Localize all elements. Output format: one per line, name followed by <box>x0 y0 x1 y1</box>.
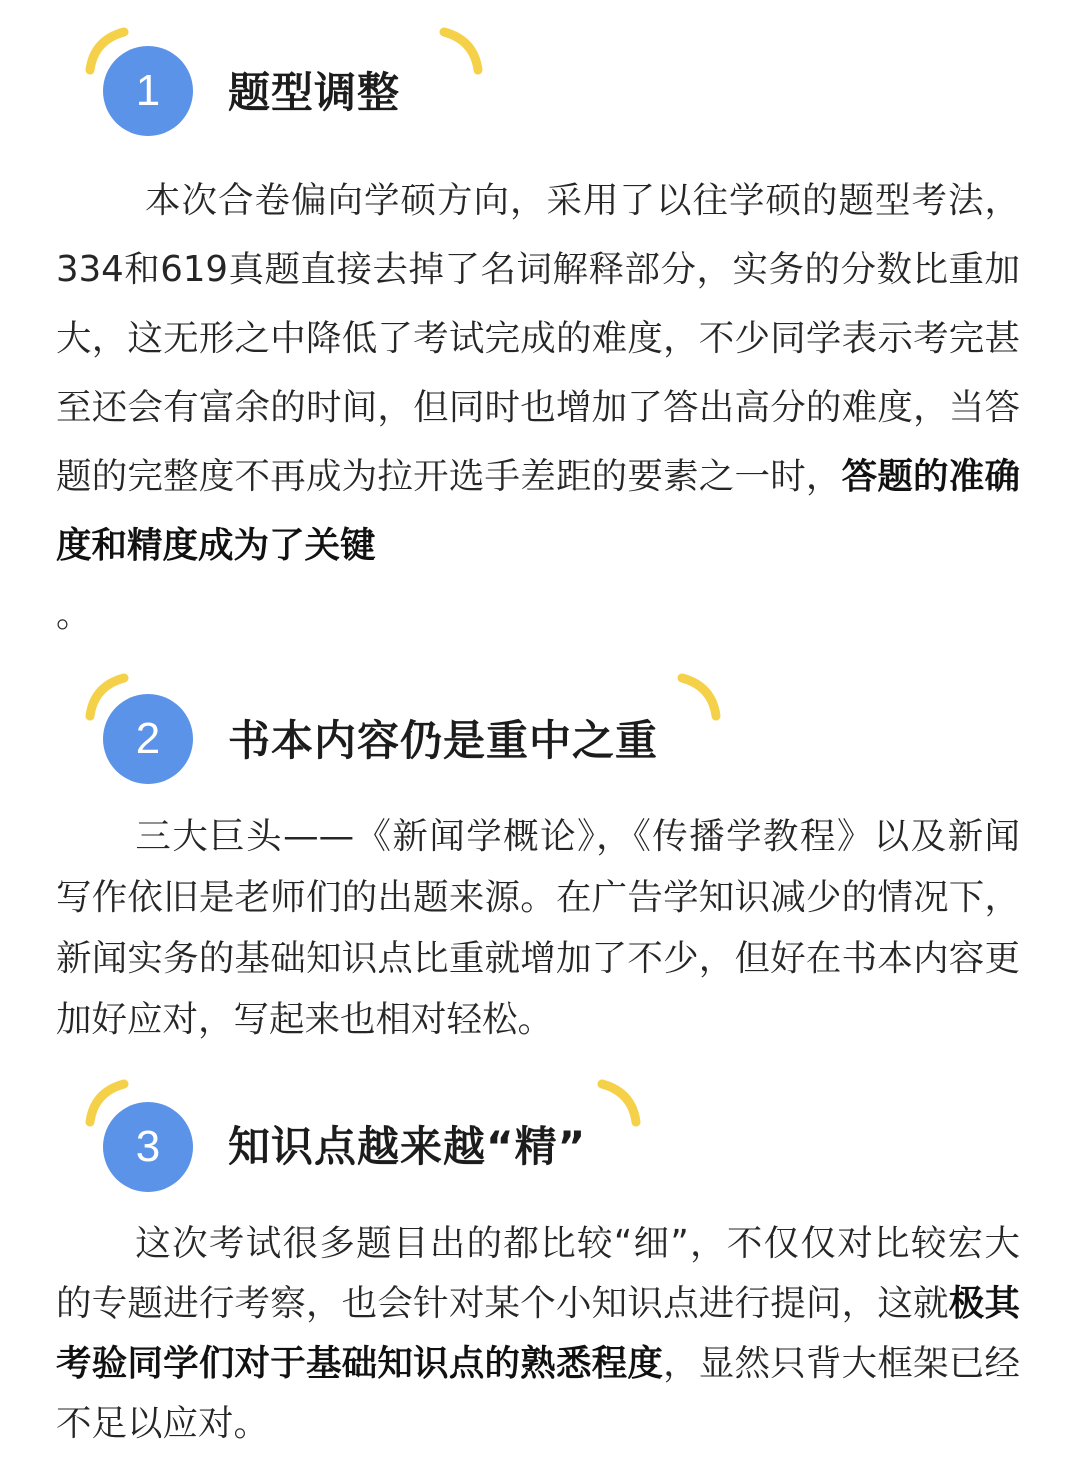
paragraph-text: 三大巨头——《新闻学概论》，《传播学教程》以及新闻写作依旧是老师们的出题来源。在广告学知识减少的情况下，新闻实务的基础知识点比重就增加了不少，但好在书本内容更加好应对，写起来也相对轻松。 <box>56 816 1020 1040</box>
section-1-heading <box>0 20 1080 160</box>
paragraph-tail-text: 。 <box>56 594 92 635</box>
section-paragraph <box>56 1214 1020 1454</box>
section-title: 题型调整 <box>228 68 401 117</box>
section-2 <box>0 666 1080 1040</box>
right-arc-decoration <box>664 672 724 732</box>
paragraph-bold-text: 极其考验同学们对于基础知识点的熟悉程度 <box>56 1283 1020 1384</box>
section-3 <box>0 1072 1080 1444</box>
right-arc-decoration <box>584 1078 644 1138</box>
paragraph-tail-text: ，显然只背大框架已经不足以应对。 <box>56 1343 1020 1444</box>
section-title: 知识点越来越“精” <box>228 1122 587 1171</box>
section-paragraph <box>56 166 1020 649</box>
section-number-badge: 1 <box>103 46 193 136</box>
section-2-heading <box>0 666 1080 806</box>
right-arc-decoration <box>426 26 486 86</box>
paragraph-bold-text: 答题的准确度和精度成为了关键 <box>56 456 1020 566</box>
paragraph-text: 这次考试很多题目出的都比较“细”，不仅仅对比较宏大的专题进行考察，也会针对某个小知识点进行提问，这就 <box>56 1223 1020 1324</box>
section-paragraph <box>56 806 1020 1050</box>
section-1 <box>0 20 1080 635</box>
section-number-badge: 3 <box>103 1102 193 1192</box>
section-3-heading <box>0 1072 1080 1212</box>
section-number-badge: 2 <box>103 694 193 784</box>
paragraph-text: 本次合卷偏向学硕方向，采用了以往学硕的题型考法，334和619真题直接去掉了名词解释部分，实务的分数比重加大，这无形之中降低了考试完成的难度，不少同学表示考完甚至还会有富余的时间，但同时也增加了答出高分的难度，当答题的完整度不再成为拉开选手差距的要素之一时， <box>56 180 1020 497</box>
section-title: 书本内容仍是重中之重 <box>228 716 659 765</box>
